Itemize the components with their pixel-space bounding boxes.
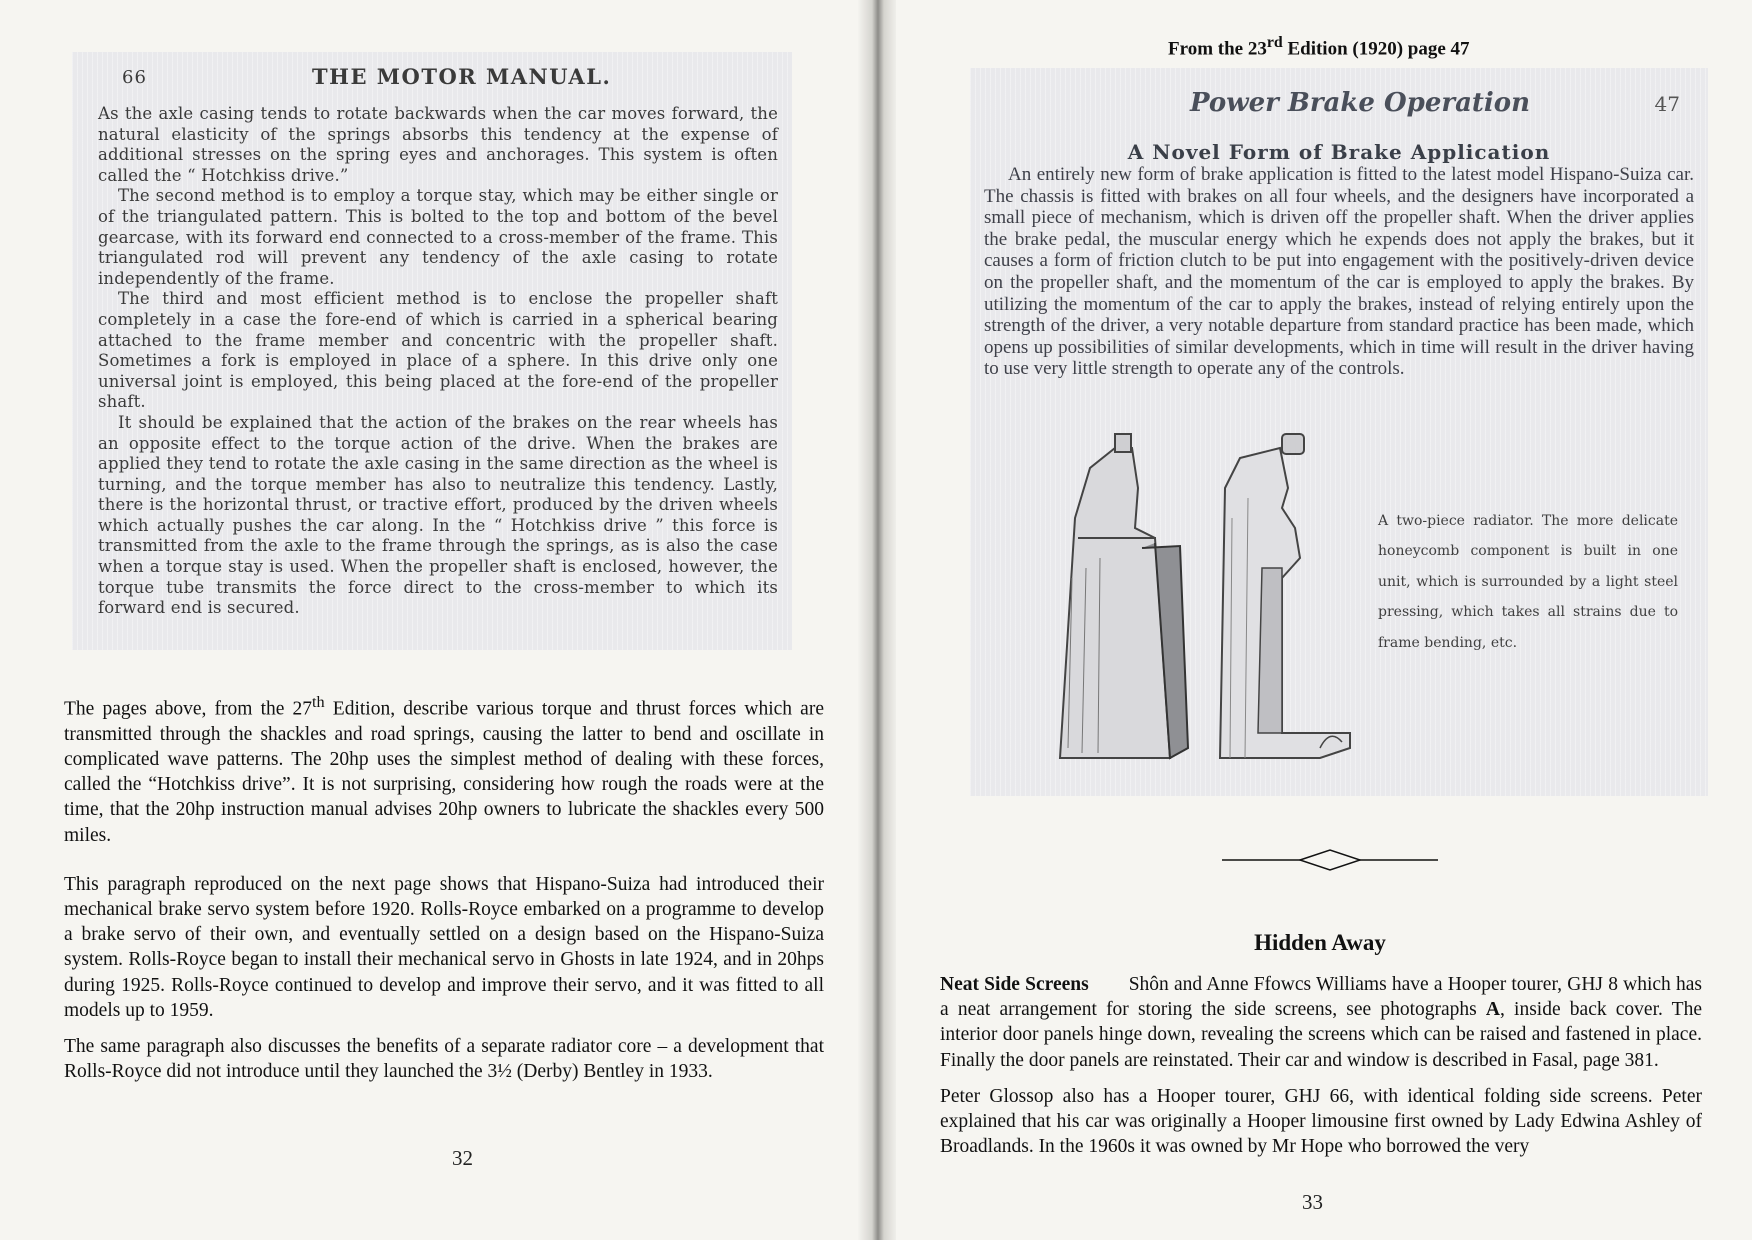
scan-subtitle: A Novel Form of Brake Application <box>1127 140 1551 164</box>
scan-paragraph: It should be explained that the action of the brakes on the rear wheels has an opposite effect to the torque action of the drive. When the brakes are applied they tend to rotate the axle casing in the same direction as the wheel is turning, and the torque member has also to neutralize this tendency. Lastly, there is the horizontal thrust, or tractive effort, produced by the driven wheels which actually pushes the car along. In the “ Hotchkiss drive ” this force is transmitted from the axle to the frame through the springs, as is also the case when a torque stay is used. When the propeller shaft is enclosed, however, the torque tube transmits the force direct to the cross-member to which its forward end is secured. <box>98 412 778 618</box>
text-run: , inside back cover. The interior door panels hinge down, revealing the screens which can be raised and fastened in place. Finally the door panels are reinstated. Their car and window is described in Fasal, page 381. <box>940 999 1702 1071</box>
ornamental-divider-icon <box>1222 848 1438 872</box>
source-note <box>1168 34 1488 60</box>
text-run: Edition (1920) page 47 <box>1282 38 1470 60</box>
scan-header <box>970 88 1708 128</box>
section-title: Hidden Away <box>1254 930 1386 955</box>
text-run: From the 23 <box>1168 38 1267 60</box>
scan-running-title: THE MOTOR MANUAL. <box>312 64 612 89</box>
right-body-text <box>940 972 1702 1170</box>
page-number: 33 <box>1302 1190 1323 1214</box>
superscript: rd <box>1266 34 1283 51</box>
text-run: Shôn and Anne Ffowcs Williams have a Hooper tourer, GHJ 8 which has a neat arrangement for storing the side screens, see photographs <box>940 974 1702 1021</box>
scan-body <box>984 164 1694 380</box>
body-paragraph <box>940 972 1702 1073</box>
body-paragraph: The same paragraph also discusses the benefits of a separate radiator core – a development that Rolls-Royce did not introduce until they launched the 3½ (Derby) Bentley in 1933. <box>64 1035 824 1083</box>
body-paragraph: Peter Glossop also has a Hooper tourer, GHJ 66, with identical folding side screens. Peter explained that his car was originally a Hooper limousine first owned by Lady Edwina Ashley of Broadlands. In the 1960s it was owned by Mr Hope who borrowed the very <box>940 1085 1702 1158</box>
left-body-text <box>64 690 824 1108</box>
illustration-caption: A two-piece radiator. The more delicate honeycomb component is built in one unit, which is surrounded by a light steel pressing, which takes all strains due to frame bending, etc. <box>1378 513 1678 651</box>
body-paragraph: This paragraph reproduced on the next page shows that Hispano-Suiza had introduced their mechanical brake servo system before 1920. Rolls-Royce embarked on a programme to develop a brake servo of their own, and eventually settled on a design based on the Hispano-Suiza system. Rolls-Royce began to install their mechanical servo in Ghosts in late 1924, and in 20hps during 1925. Rolls-Royce continued to develop and improve their servo, and it was fitted to all models up to 1959. <box>64 873 824 1021</box>
text-run: The pages above, from the 27 <box>64 698 313 720</box>
scanned-manual-page-66 <box>72 52 792 650</box>
paragraph-lead: Neat Side Screens <box>940 974 1089 995</box>
scan-title: Power Brake Operation <box>1190 88 1531 118</box>
text-run: Edition, describe various torque and thrust forces which are transmitted through the shackles and road springs, causing the latter to bend and oscillate in complicated wave patterns. The 20hp uses the simplest method of dealing with these forces, called the “Hotchkiss drive”. It is not surprising, considering how rough the roads were at the time, that the 20hp instruction manual advises 20hp owners to lubricate the shackles every 500 miles. <box>64 698 824 846</box>
scanned-manual-page-47 <box>970 68 1708 796</box>
scan-paragraph: The third and most efficient method is to enclose the propeller shaft completely in a case the fore-end of which is carried in a spherical bearing attached to the frame member and concentric with the propeller shaft. Sometimes a fork is employed in place of a sphere. In this drive only one universal joint is employed, this being placed at the fore-end of the propeller shaft. <box>98 289 778 412</box>
body-paragraph <box>64 690 824 848</box>
book-spine <box>858 0 898 1240</box>
page-number: 32 <box>452 1146 473 1170</box>
bold-run: A <box>1485 999 1501 1021</box>
scan-body <box>98 104 778 619</box>
scan-page-number: 66 <box>122 67 147 88</box>
superscript: th <box>312 693 325 711</box>
scan-page-number: 47 <box>1654 92 1680 116</box>
scan-paragraph: As the axle casing tends to rotate backwards when the car moves forward, the natural elasticity of the springs absorbs this tendency at the expense of additional stresses on the spring eyes and anchorages. This system is often called the “ Hotchkiss drive.” <box>98 104 778 185</box>
scan-paragraph: An entirely new form of brake application is fitted to the latest model Hispano-Suiza car. The chassis is fitted with brakes on all four wheels, and the designers have incorporated a small piece of mechanism, which is driven off the propeller shaft. When the driver applies the brake pedal, the muscular energy which he expends does not apply the brakes, but it causes a form of friction clutch to be put into engagement with the positively-driven device on the propeller shaft, and the momentum of the car is employed to apply the brakes. By utilizing the momentum of the car to apply the brakes, instead of relying entirely upon the strength of the driver, a very notable departure from standard practice has been made, which opens up possibilities of similar developments, which in time will result in the driver having to use very little strength to operate any of the controls. <box>984 164 1694 380</box>
scan-paragraph: The second method is to employ a torque stay, which may be either single or of the triangulated pattern. This is bolted to the top and bottom of the bevel gearcase, with its forward end connected to a cross-member of the frame. This triangulated rod will prevent any tendency of the axle casing to rotate independently of the frame. <box>98 186 778 288</box>
radiator-illustration-icon <box>1020 428 1380 778</box>
